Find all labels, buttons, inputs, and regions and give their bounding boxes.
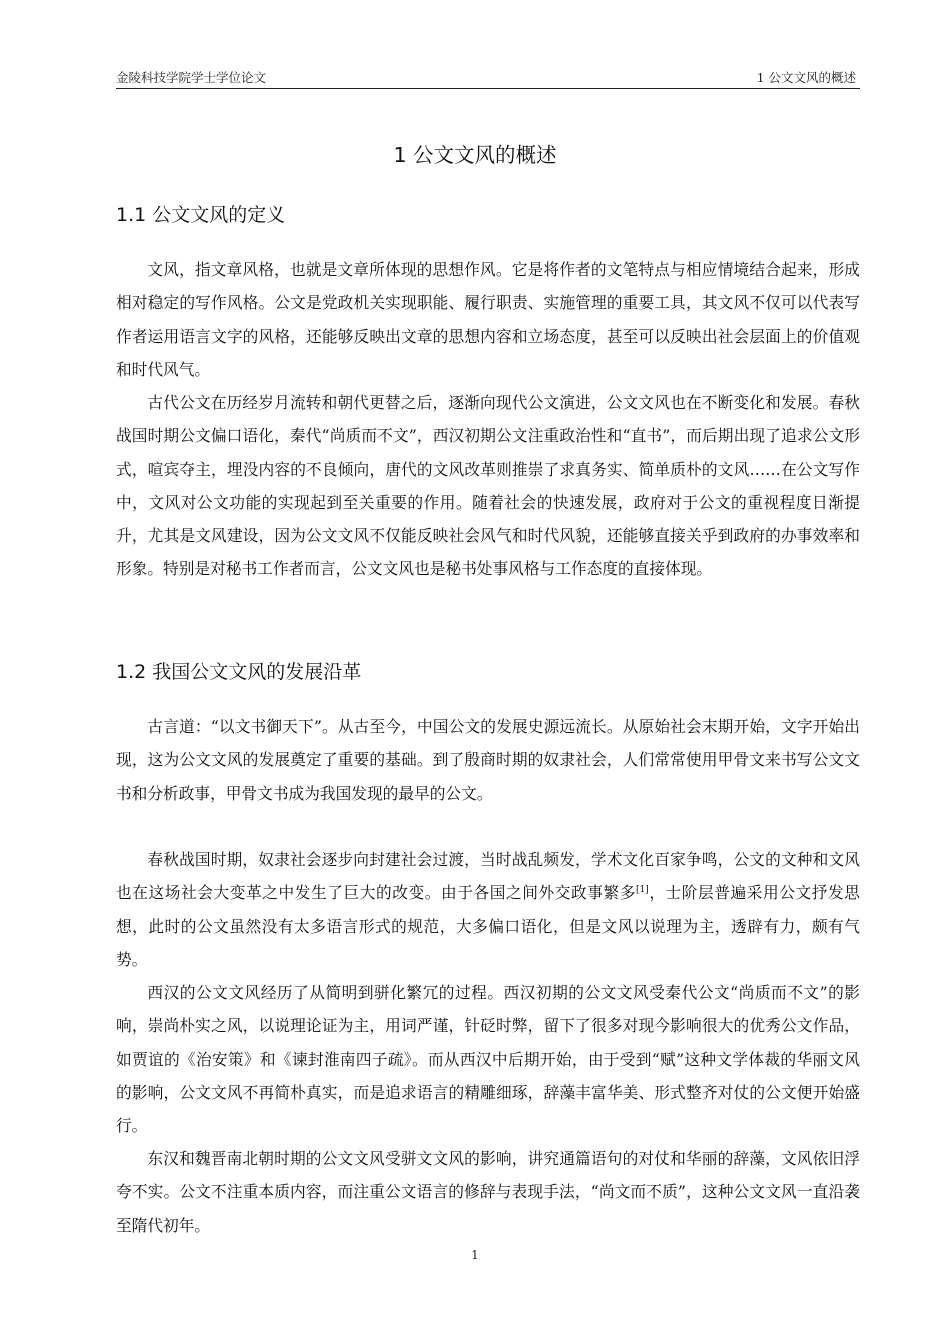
- header-thesis-title: 金陵科技学院学士学位论文: [116, 70, 267, 85]
- paragraph-text: 春秋战国时期，奴隶社会逐步向封建社会过渡，当时战乱频发，学术文化百家争鸣，公文的文种和文风也在这场社会大变革之中发生了巨大的改变。由于各国之间外交政事繁多: [116, 850, 860, 903]
- section-1-2-title: 1.2 我国公文文风的发展沿革: [116, 661, 362, 683]
- running-header: [116, 66, 860, 89]
- paragraph-with-citation: [116, 843, 860, 976]
- paragraph-text: ，士阶层普遍采用公文抒发思想，此时的公文虽然没有太多语言形式的规范，大多偏口语化，但是文风以说理为主，透辟有力，颇有气势。: [116, 883, 860, 969]
- chapter-title: 1 公文文风的概述: [393, 143, 557, 167]
- citation-ref[interactable]: [1]: [636, 885, 649, 896]
- section-1-1-title: 1.1 公文文风的定义: [116, 204, 286, 226]
- paragraph: 东汉和魏晋南北朝时期的公文文风受骈文文风的影响，讲究通篇语句的对仗和华丽的辞藻，文风依旧浮夸不实。公文不注重本质内容，而注重公文语言的修辞与表现手法，“尚文而不质”，这种公文文风一直沿袭至隋代初年。: [116, 1149, 860, 1235]
- paragraph: 文风，指文章风格，也就是文章所体现的思想作风。它是将作者的文笔特点与相应情境结合起来，形成相对稳定的写作风格。公文是党政机关实现职能、履行职责、实施管理的重要工具，其文风不仅可以代表写作者运用语言文字的风格，还能够反映出文章的思想内容和立场态度，甚至可以反映出社会层面上的价值观和时代风气。: [116, 260, 860, 379]
- paragraph: 古代公文在历经岁月流转和朝代更替之后，逐渐向现代公文演进，公文文风也在不断变化和发展。春秋战国时期公文偏口语化，秦代“尚质而不文”，西汉初期公文注重政治性和“直书”，而后期出现了追求公文形式，喧宾夺主，埋没内容的不良倾向，唐代的文风改革则推崇了求真务实、简单质朴的文风……在公文写作中，文风对公文功能的实现起到至关重要的作用。随着社会的快速发展，政府对于公文的重视程度日渐提升，尤其是文风建设，因为公文文风不仅能反映社会风气和时代风貌，还能够直接关乎到政府的办事效率和形象。特别是对秘书工作者而言，公文文风也是秘书处事风格与工作态度的直接体现。: [116, 393, 860, 579]
- paragraph: 西汉的公文文风经历了从简明到骈化繁冗的过程。西汉初期的公文文风受秦代公文“尚质而不文”的影响，崇尚朴实之风，以说理论证为主，用词严谨，针砭时弊，留下了很多对现今影响很大的优秀公文作品，如贾谊的《治安策》和《谏封淮南四子疏》。而从西汉中后期开始，由于受到“赋”这种文学体裁的华丽文风的影响，公文文风不再简朴真实，而是追求语言的精雕细琢，辞藻丰富华美、形式整齐对仗的公文便开始盛行。: [116, 983, 860, 1136]
- header-chapter-title: 1 公文文风的概述: [756, 70, 856, 85]
- paragraph: 古言道：“以文书御天下”。从古至今，中国公文的发展史源远流长。从原始社会末期开始，文字开始出现，这为公文文风的发展奠定了重要的基础。到了殷商时期的奴隶社会，人们常常使用甲骨文来书写公文文书和分析政事，甲骨文书成为我国发现的最早的公文。: [116, 717, 860, 803]
- page-number: 1: [471, 1248, 479, 1262]
